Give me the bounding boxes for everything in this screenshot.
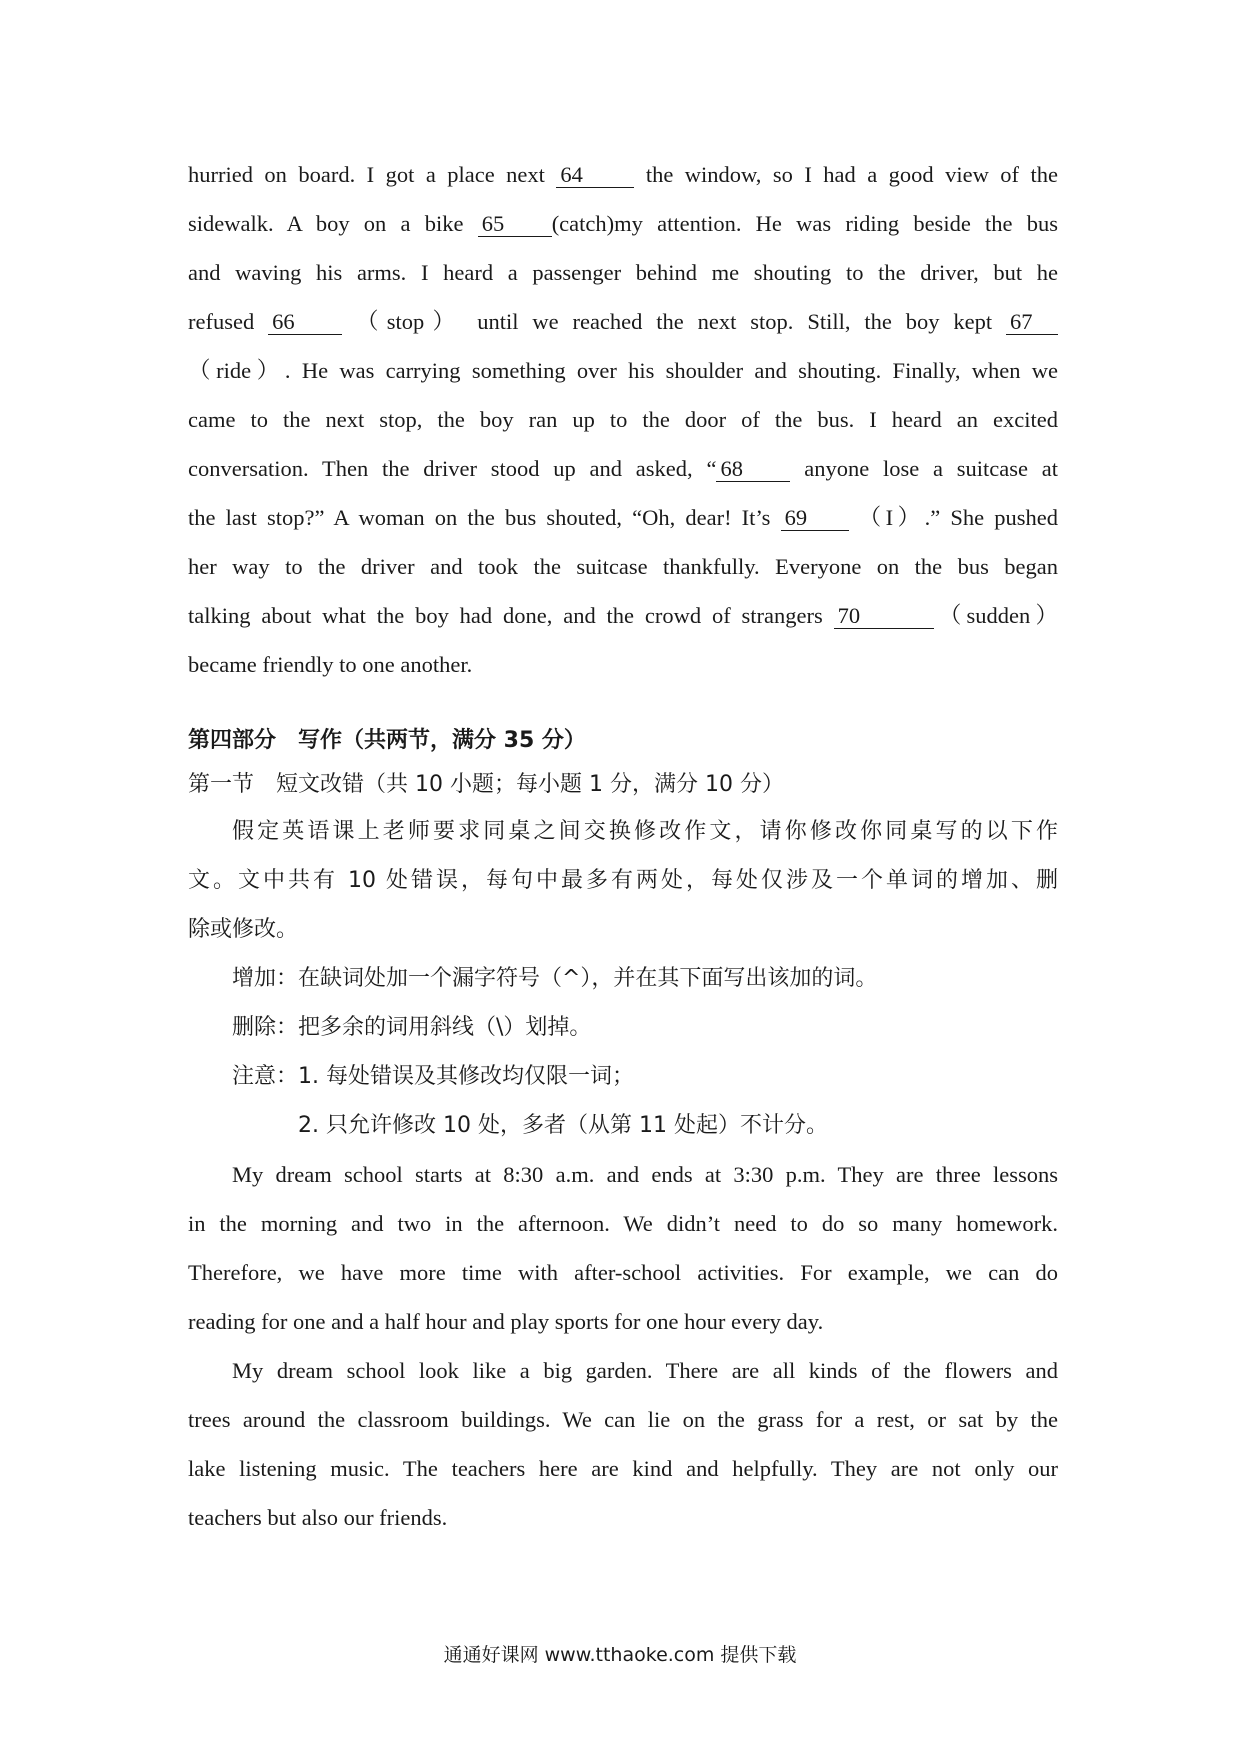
text-run: （sudden）: [933, 603, 1058, 628]
passage-line: [188, 150, 1058, 199]
passage-line: [188, 493, 1058, 542]
passage-line: [188, 591, 1058, 640]
essay-line: trees around the classroom buildings. We can lie on the grass for a rest, or sat by the: [188, 1407, 1058, 1432]
page-footer: 通通好课网 www.tthaoke.com 提供下载: [443, 1644, 797, 1666]
text-run: （I）.” She pushed: [848, 505, 1058, 530]
passage-line: [188, 297, 1058, 346]
text-run: the last stop?” A woman on the bus shouted, “Oh, dear! It’s: [188, 505, 781, 530]
text-run: talking about what the boy had done, and the crowd of strangers: [188, 603, 834, 628]
instruction-line: 文。文中共有 10 处错误，每句中最多有两处，每处仅涉及一个单词的增加、删: [188, 868, 1058, 893]
text-run: （stop） until we reached the next stop. Still, the boy kept: [342, 309, 1006, 334]
blank-70: 70: [834, 604, 934, 629]
essay-line: lake listening music. The teachers here are kind and helpfully. They are not only our: [188, 1456, 1058, 1481]
blank-69: 69: [781, 506, 849, 531]
blank-66: 66: [268, 310, 342, 335]
text-run: the window, so I had a good view of the: [634, 162, 1058, 187]
text-run: hurried on board. I got a place next: [188, 162, 557, 187]
part-title: 第四部分 写作（共两节，满分 35 分）: [188, 728, 586, 753]
essay-line: in the morning and two in the afternoon. We didn’t need to do so many homework.: [188, 1211, 1058, 1236]
note-1: 注意：1. 每处错误及其修改均仅限一词；: [232, 1064, 634, 1089]
note-2: 2. 只允许修改 10 处，多者（从第 11 处起）不计分。: [298, 1113, 828, 1138]
passage-line: （ride）. He was carrying something over his shoulder and shouting. Finally, when we: [188, 358, 1058, 383]
blank-68: 68: [716, 457, 790, 482]
essay-line: Therefore, we have more time with after-school activities. For example, we can do: [188, 1260, 1058, 1285]
passage-line: [188, 199, 1058, 248]
passage-line: became friendly to one another.: [188, 652, 473, 677]
instruction-line: 假定英语课上老师要求同桌之间交换修改作文，请你修改你同桌写的以下作: [232, 819, 1058, 844]
text-run: conversation. Then the driver stood up and asked, “: [188, 456, 717, 481]
text-run: (catch)my attention. He was riding beside the bus: [551, 211, 1058, 236]
instruction-line: 除或修改。: [188, 917, 299, 942]
document-page: [188, 150, 1058, 1542]
text-run: anyone lose a suitcase at: [790, 456, 1058, 481]
blank-67: 67: [1006, 310, 1058, 335]
text-run: sidewalk. A boy on a bike: [188, 211, 478, 236]
essay-line: teachers but also our friends.: [188, 1505, 448, 1530]
passage-line: [188, 444, 1058, 493]
delete-rule: 删除：把多余的词用斜线（\）划掉。: [232, 1015, 592, 1040]
passage-line: her way to the driver and took the suitcase thankfully. Everyone on the bus began: [188, 554, 1058, 579]
blank-64: 64: [556, 163, 634, 188]
essay-line: My dream school starts at 8:30 a.m. and ends at 3:30 p.m. They are three lessons: [232, 1162, 1058, 1187]
text-run: refused: [188, 309, 269, 334]
add-rule: 增加：在缺词处加一个漏字符号（^），并在其下面写出该加的词。: [232, 966, 878, 991]
passage-line: came to the next stop, the boy ran up to the door of the bus. I heard an excited: [188, 407, 1058, 432]
blank-65: 65: [478, 212, 552, 237]
passage-line: and waving his arms. I heard a passenger behind me shouting to the driver, but he: [188, 260, 1058, 285]
section-title: 第一节 短文改错（共 10 小题；每小题 1 分，满分 10 分）: [188, 772, 784, 797]
essay-line: reading for one and a half hour and play sports for one hour every day.: [188, 1309, 824, 1334]
essay-line: My dream school look like a big garden. There are all kinds of the flowers and: [232, 1358, 1058, 1383]
